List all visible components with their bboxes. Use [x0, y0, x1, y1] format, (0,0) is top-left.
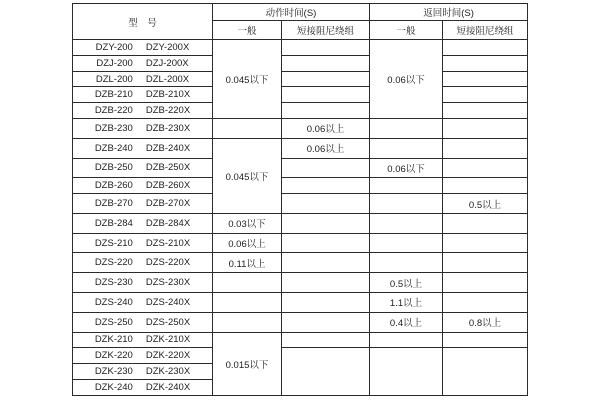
- model-cell: [73, 332, 213, 348]
- action-damping-cell: [282, 213, 370, 233]
- return-general-cell: 0.5以上: [370, 273, 443, 293]
- model-name: DZK-240: [94, 381, 133, 393]
- table-row: [73, 273, 528, 293]
- relay-spec-table: [72, 3, 528, 396]
- action-damping-cell: [282, 194, 370, 214]
- action-damping-cell: [282, 158, 370, 178]
- model-name-x: DZB-230X: [145, 122, 191, 134]
- return-damping-cell: [443, 293, 528, 313]
- table-row: [73, 213, 528, 233]
- return-general-cell: [370, 178, 443, 194]
- return-damping-cell: [443, 119, 528, 139]
- action-damping-cell: 0.06以上: [282, 119, 370, 139]
- table-row: [73, 158, 528, 178]
- return-damping-cell: [443, 348, 528, 396]
- action-general-cell: [213, 312, 282, 332]
- return-general-cell: [370, 213, 443, 233]
- return-general-cell: [370, 348, 443, 396]
- header-action-general: 一般: [213, 21, 282, 40]
- return-general-cell: [370, 332, 443, 348]
- model-name-x: DZB-260X: [145, 180, 191, 192]
- header-return-damping: 短接阻尼绕组: [443, 21, 528, 40]
- return-general-cell: [370, 233, 443, 253]
- model-name-x: DZK-230X: [145, 366, 191, 378]
- return-damping-cell: [443, 55, 528, 71]
- table-row: [73, 55, 528, 71]
- action-damping-cell: [282, 87, 370, 103]
- action-damping-cell: [282, 273, 370, 293]
- model-name: DZB-230: [94, 122, 133, 134]
- action-general-cell: [213, 273, 282, 293]
- return-damping-cell: [443, 87, 528, 103]
- table-row: [73, 312, 528, 332]
- action-general-cell: 0.06以上: [213, 233, 282, 253]
- table-row: [73, 178, 528, 194]
- model-cell: [73, 119, 213, 139]
- return-damping-cell: [443, 273, 528, 293]
- return-damping-cell: 0.8以上: [443, 312, 528, 332]
- model-cell: [73, 273, 213, 293]
- action-damping-cell: [282, 178, 370, 194]
- model-cell: [73, 138, 213, 158]
- return-general-cell: [370, 138, 443, 158]
- return-damping-cell: 0.5以上: [443, 194, 528, 214]
- return-general-cell: [370, 194, 443, 214]
- action-damping-cell: [282, 312, 370, 332]
- header-action-damping: 短接阻尼绕组: [282, 21, 370, 40]
- model-name: DZJ-200: [96, 57, 133, 69]
- model-name-x: DZB-250X: [145, 162, 191, 174]
- table-row: [73, 348, 528, 364]
- model-cell: [73, 87, 213, 103]
- table-row: [73, 332, 528, 348]
- return-damping-cell: [443, 103, 528, 119]
- model-name-x: DZB-210X: [145, 89, 191, 101]
- model-name: DZK-210: [94, 334, 133, 346]
- table-row: [73, 253, 528, 273]
- model-name: DZB-260: [94, 180, 133, 192]
- action-damping-cell: [282, 348, 370, 396]
- model-name: DZK-230: [94, 366, 133, 378]
- model-name-x: DZK-240X: [145, 381, 191, 393]
- model-name-x: DZS-250X: [145, 316, 191, 328]
- return-general-cell: 0.06以下: [370, 40, 443, 119]
- model-name-x: DZB-220X: [145, 105, 191, 117]
- model-cell: [73, 233, 213, 253]
- model-cell: [73, 55, 213, 71]
- return-general-cell: [370, 119, 443, 139]
- table-row: [73, 293, 528, 313]
- return-damping-cell: [443, 158, 528, 178]
- model-name: DZS-250: [94, 316, 133, 328]
- model-name-x: DZK-210X: [145, 334, 191, 346]
- model-cell: [73, 194, 213, 214]
- model-name: DZL-200: [95, 73, 133, 85]
- model-cell: [73, 379, 213, 395]
- action-damping-cell: [282, 55, 370, 71]
- model-cell: [73, 158, 213, 178]
- header-model: 型 号: [73, 4, 213, 40]
- model-name-x: DZJ-200X: [145, 57, 189, 69]
- return-damping-cell: [443, 332, 528, 348]
- model-name-x: DZS-220X: [145, 257, 191, 269]
- header-return-time-group: 返回时间(S): [370, 4, 528, 21]
- table-row: [73, 138, 528, 158]
- model-name-x: DZL-200X: [145, 73, 190, 85]
- return-damping-cell: [443, 138, 528, 158]
- action-general-cell: [213, 119, 282, 139]
- table-row: [73, 119, 528, 139]
- model-name: DZY-200: [95, 41, 133, 53]
- action-damping-cell: [282, 40, 370, 56]
- header-action-time-group: 动作时间(S): [213, 4, 370, 21]
- action-general-cell: 0.015以下: [213, 332, 282, 395]
- model-cell: [73, 71, 213, 87]
- action-damping-cell: [282, 253, 370, 273]
- action-general-cell: [213, 293, 282, 313]
- return-damping-cell: [443, 178, 528, 194]
- model-name-x: DZS-210X: [145, 237, 191, 249]
- action-damping-cell: [282, 103, 370, 119]
- action-damping-cell: [282, 293, 370, 313]
- table-row: [73, 103, 528, 119]
- model-cell: [73, 103, 213, 119]
- model-name: DZK-220: [94, 350, 133, 362]
- model-name-x: DZS-240X: [145, 296, 191, 308]
- action-damping-cell: 0.06以上: [282, 138, 370, 158]
- model-name-x: DZB-284X: [145, 217, 191, 229]
- return-damping-cell: [443, 71, 528, 87]
- model-cell: [73, 253, 213, 273]
- action-damping-cell: [282, 233, 370, 253]
- model-cell: [73, 293, 213, 313]
- model-name: DZB-270: [94, 198, 133, 210]
- return-general-cell: 1.1以上: [370, 293, 443, 313]
- table-row: [73, 71, 528, 87]
- model-name: DZS-230: [94, 277, 133, 289]
- model-cell: [73, 312, 213, 332]
- action-damping-cell: [282, 332, 370, 348]
- action-general-cell: 0.045以下: [213, 40, 282, 119]
- model-name: DZS-210: [94, 237, 133, 249]
- table-row: [73, 233, 528, 253]
- return-general-cell: 0.06以下: [370, 158, 443, 178]
- return-damping-cell: [443, 233, 528, 253]
- model-name: DZB-220: [94, 105, 133, 117]
- model-name-x: DZY-200X: [145, 41, 190, 53]
- model-name: DZB-250: [94, 162, 133, 174]
- model-name-x: DZS-230X: [145, 277, 191, 289]
- action-general-cell: 0.03以下: [213, 213, 282, 233]
- model-cell: [73, 40, 213, 56]
- header-return-general: 一般: [370, 21, 443, 40]
- table-row: [73, 194, 528, 214]
- return-damping-cell: [443, 253, 528, 273]
- table-row: [73, 87, 528, 103]
- model-name: DZB-210: [94, 89, 133, 101]
- return-general-cell: [370, 253, 443, 273]
- action-damping-cell: [282, 71, 370, 87]
- model-cell: [73, 348, 213, 364]
- model-name: DZS-220: [94, 257, 133, 269]
- model-name-x: DZB-270X: [145, 198, 191, 210]
- return-damping-cell: [443, 213, 528, 233]
- model-name: DZS-240: [94, 296, 133, 308]
- model-cell: [73, 364, 213, 380]
- model-name-x: DZK-220X: [145, 350, 191, 362]
- model-name: DZB-240: [94, 142, 133, 154]
- model-name-x: DZB-240X: [145, 142, 191, 154]
- model-cell: [73, 178, 213, 194]
- action-general-cell: 0.11以上: [213, 253, 282, 273]
- return-damping-cell: [443, 40, 528, 56]
- return-general-cell: 0.4以上: [370, 312, 443, 332]
- action-general-cell: 0.045以下: [213, 138, 282, 213]
- table-row: [73, 40, 528, 56]
- model-cell: [73, 213, 213, 233]
- model-name: DZB-284: [94, 217, 133, 229]
